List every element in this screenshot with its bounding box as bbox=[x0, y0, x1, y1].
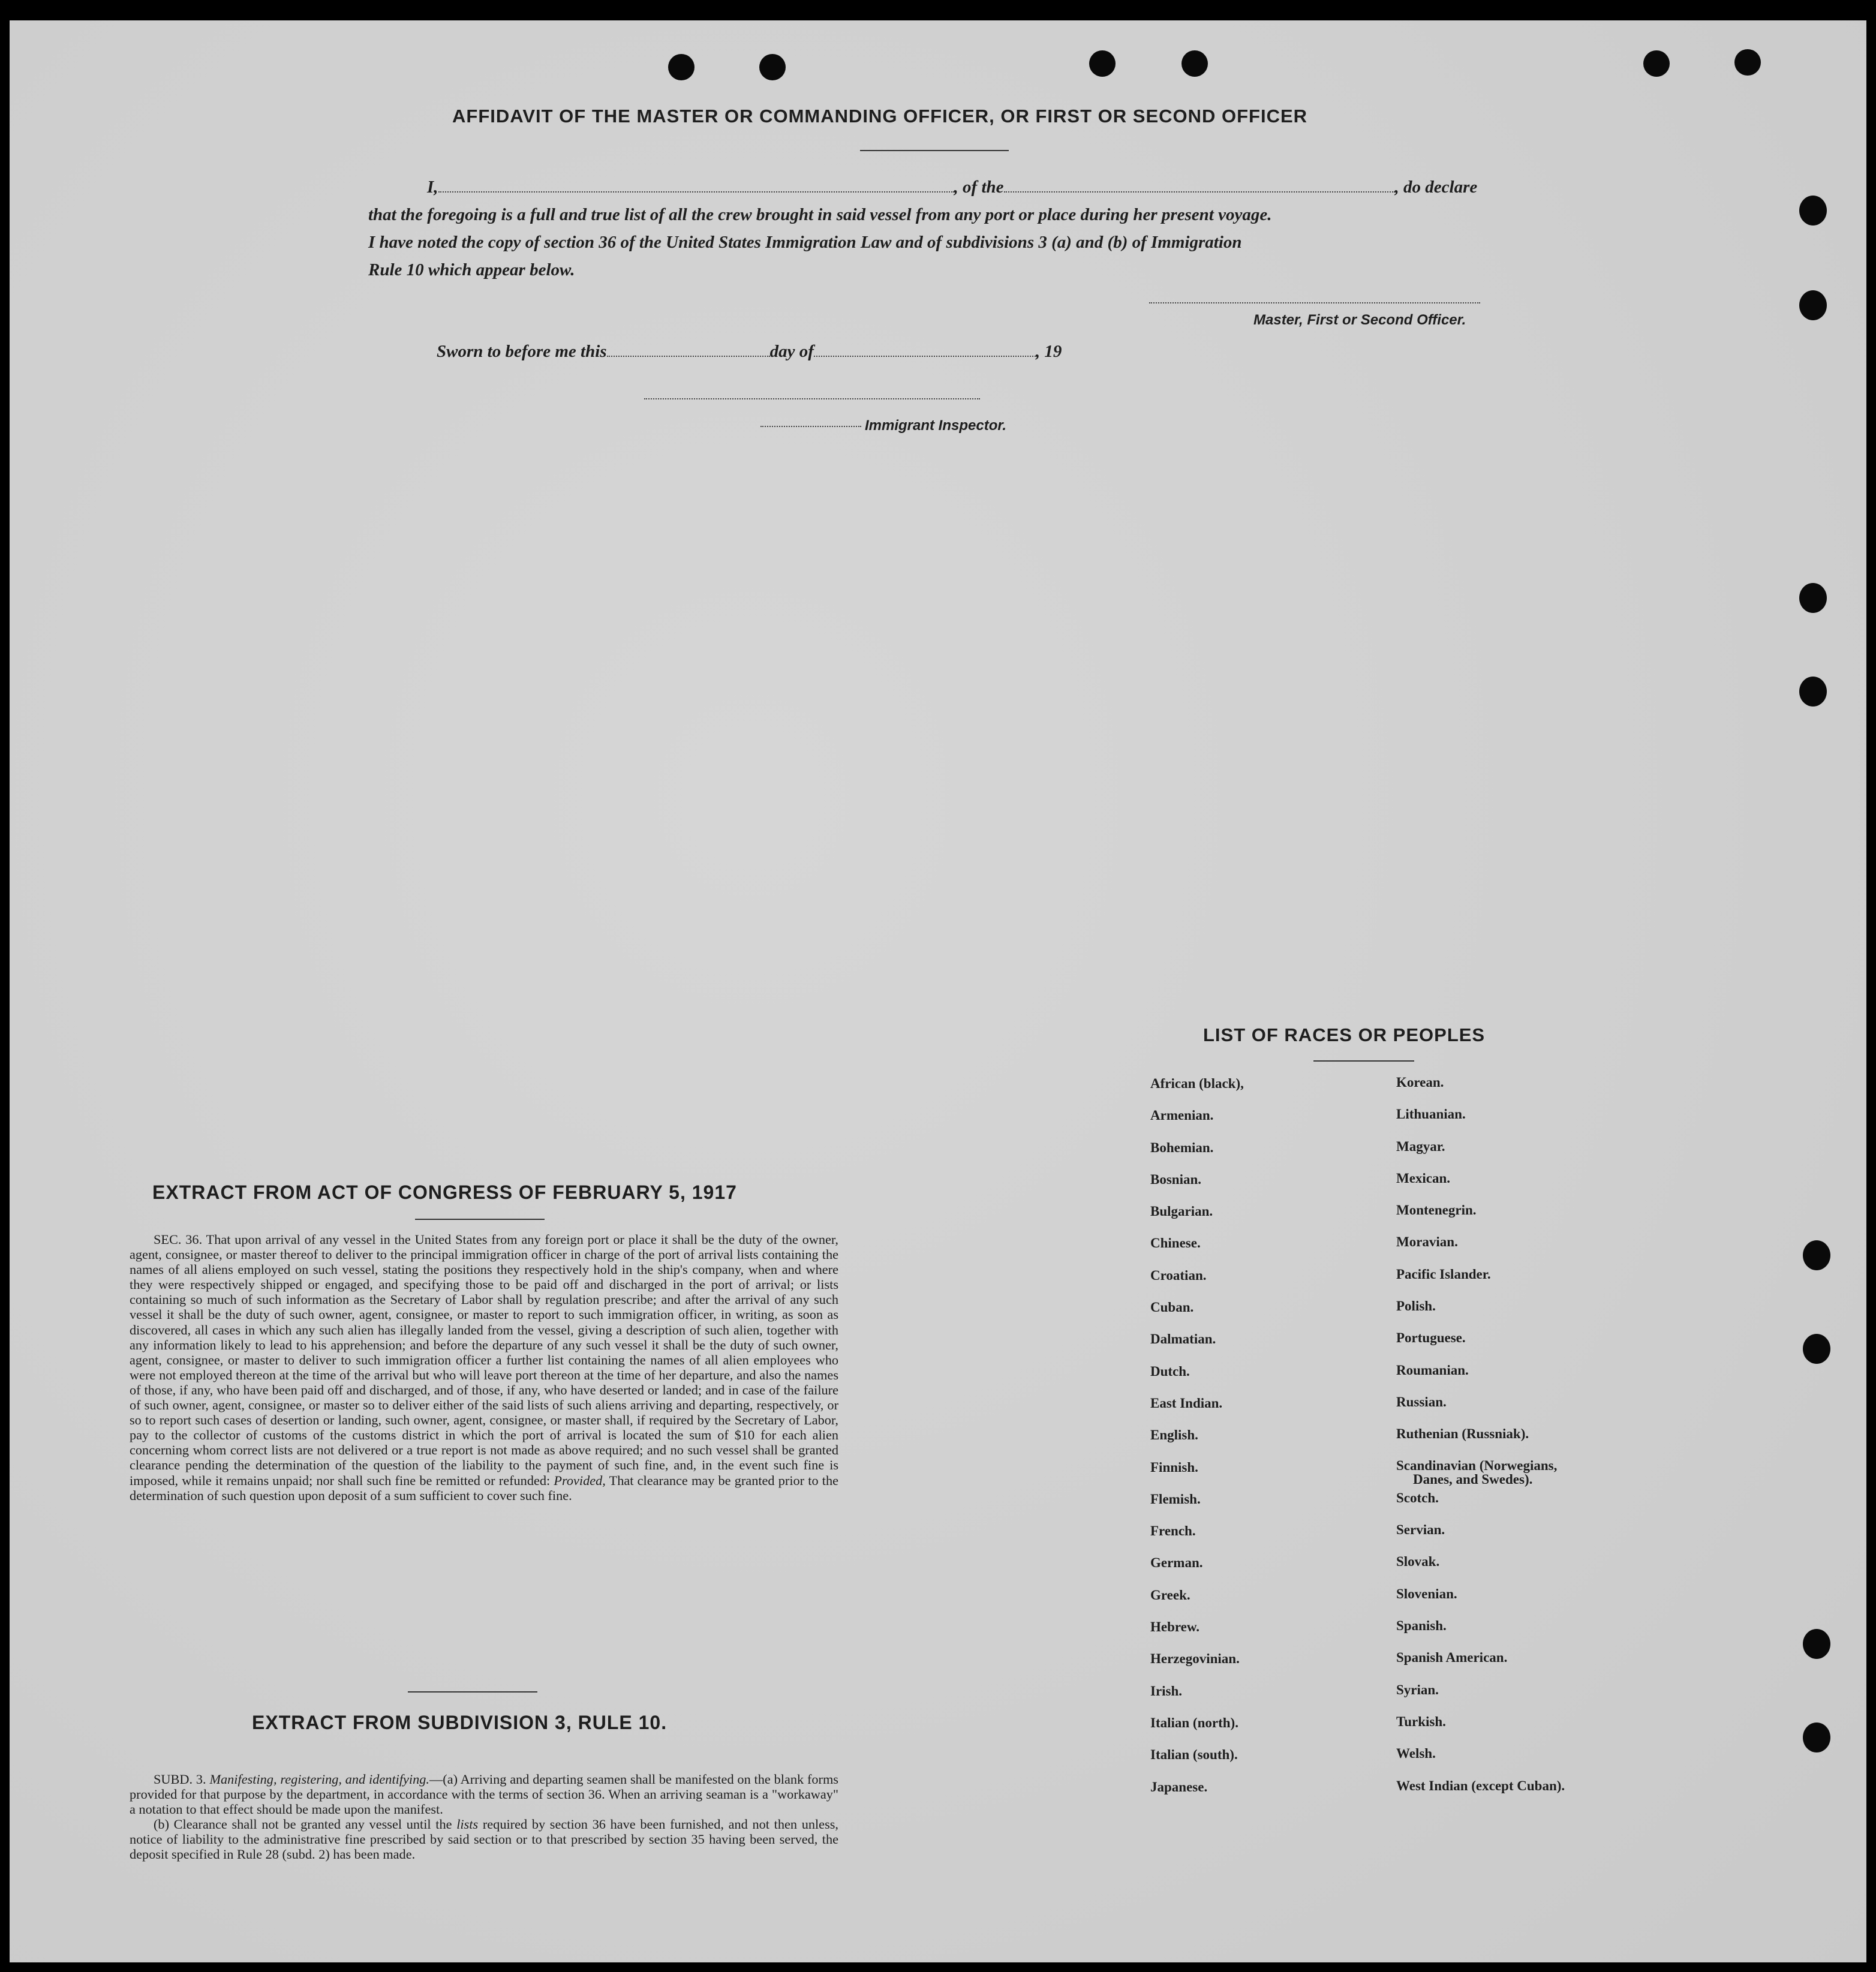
race-item: Japanese. bbox=[1150, 1779, 1208, 1794]
act-title: EXTRACT FROM ACT OF CONGRESS OF FEBRUARY 5, 1917 bbox=[152, 1182, 737, 1203]
affidavit-title: AFFIDAVIT OF THE MASTER OR COMMANDING OFFICER, OR FIRST OR SECOND OFFICER bbox=[452, 106, 1308, 127]
punch-hole bbox=[1799, 196, 1827, 226]
act-divider bbox=[415, 1219, 545, 1220]
punch-hole bbox=[1803, 1334, 1830, 1364]
declaration-line-4: Rule 10 which appear below. bbox=[368, 260, 575, 279]
race-item-continuation: Danes, and Swedes). bbox=[1413, 1471, 1533, 1487]
race-item: Dutch. bbox=[1150, 1363, 1190, 1379]
race-item: French. bbox=[1150, 1523, 1196, 1539]
race-item: Spanish American. bbox=[1396, 1650, 1508, 1666]
subd-label: SUBD. 3. bbox=[154, 1772, 206, 1787]
race-item: Irish. bbox=[1150, 1683, 1183, 1699]
punch-hole bbox=[668, 54, 695, 80]
subd-a-text: —(a) Arriving and departing seamen shall be manifested on the blank forms provided for that purpose by the department, in accordance with the terms of section 36. When an arriving seaman is a "workaway" a notation to that effect should be made upon the manifest. bbox=[130, 1772, 838, 1817]
race-item: Welsh. bbox=[1396, 1746, 1436, 1761]
race-item: Korean. bbox=[1396, 1075, 1444, 1090]
punch-hole bbox=[1803, 1629, 1830, 1659]
race-item: Mexican. bbox=[1396, 1170, 1451, 1186]
race-item: Herzegovinian. bbox=[1150, 1651, 1240, 1667]
rule-divider-top bbox=[408, 1691, 537, 1693]
race-item: Magyar. bbox=[1396, 1138, 1445, 1154]
section-36-body: SEC. 36. That upon arrival of any vessel in the United States from any foreign port or place it shall be the duty of the owner, agent, consignee, or master thereof to deliver to the principal immigration officer in charge of the port of arrival lists containing the names of all aliens employed on such vessel, stating the positions they respectively hold in the ship's company, when and where they were respectively shipped or engaged, and specifying those to be paid off and discharged in the port of arrival; or lists containing so much of such information as the Secretary of Labor shall by regulation prescribe; and after the arrival of any such vessel it shall be the duty of such owner, agent, consignee, or master to report to such immigration officer, in writing, as soon as discovered, all cases in which any such alien has illegally landed from the vessel, giving a description of such alien, together with any information likely to lead to his apprehension; and before the departure of any such vessel it shall be the duty of such owner, agent, consignee, or master to deliver to such immigration officer a further list containing the names of all alien employees who were not employed thereon at the time of the arrival but who will leave port thereon at the time of her departure, and also the names of those, if any, who have been paid off and discharged, and of those, if any, who have deserted or landed; and in case of the failure of such owner, agent, consignee, or master so to deliver either of the said lists of such aliens arriving and departing, respectively, or so to report such cases of desertion or landing, such owner, agent, consignee, or master shall, if required by the Secretary of Labor, pay to the collector of customs of the customs district in which the port of arrival is located the sum of $10 for each alien concerning whom correct lists are not delivered or a true report is not made as above required; and no such vessel shall be granted clearance pending the determination of the question of the liability to the payment of such fine, and, in the event such fine is imposed, while it remains unpaid; nor shall such fine be remitted or refunded: bbox=[130, 1232, 838, 1488]
race-item: West Indian (except Cuban). bbox=[1396, 1778, 1565, 1793]
sworn-month-field[interactable] bbox=[814, 353, 1036, 357]
races-left-column bbox=[1150, 1076, 1244, 1811]
race-item: Italian (north). bbox=[1150, 1715, 1238, 1730]
of-the-label: , of the bbox=[954, 178, 1004, 197]
race-item: Bohemian. bbox=[1150, 1140, 1214, 1155]
races-divider bbox=[1313, 1060, 1414, 1062]
race-item: African (black), bbox=[1150, 1076, 1244, 1091]
race-item: Ruthenian (Russniak). bbox=[1396, 1426, 1529, 1442]
race-item: Bulgarian. bbox=[1150, 1204, 1213, 1219]
declaration-line-3: I have noted the copy of section 36 of the United States Immigration Law and of subdivisions 3 (a) and (b) of Immigration bbox=[368, 233, 1242, 252]
officer-signature-label: Master, First or Second Officer. bbox=[1253, 312, 1466, 328]
race-item: Roumanian. bbox=[1396, 1362, 1469, 1378]
inspector-signature-line[interactable] bbox=[644, 398, 980, 399]
do-declare-label: , do declare bbox=[1394, 178, 1478, 197]
rule-title: EXTRACT FROM SUBDIVISION 3, RULE 10. bbox=[252, 1712, 668, 1733]
race-item: Scandinavian (Norwegians, Danes, and Swedes). bbox=[1396, 1459, 1565, 1490]
race-item: Scotch. bbox=[1396, 1490, 1439, 1505]
section-36-end: That clearance may be granted prior to the determination of such question upon deposit of a sum sufficient to cover such fine. bbox=[130, 1472, 838, 1503]
race-item: Polish. bbox=[1396, 1298, 1436, 1314]
punch-hole bbox=[1181, 50, 1208, 77]
race-item: Servian. bbox=[1396, 1522, 1445, 1538]
race-item: Syrian. bbox=[1396, 1682, 1439, 1697]
race-item: Bosnian. bbox=[1150, 1171, 1202, 1187]
declaration-line-1 bbox=[427, 178, 1477, 197]
sworn-prefix: Sworn to before me this bbox=[437, 342, 607, 361]
declarant-name-field[interactable] bbox=[438, 189, 954, 193]
race-item: Russian. bbox=[1396, 1394, 1447, 1409]
document-page bbox=[10, 20, 1866, 1962]
declarant-prefix: I, bbox=[427, 178, 438, 197]
races-right-column bbox=[1396, 1075, 1565, 1810]
inspector-signature-label: Immigrant Inspector. bbox=[865, 417, 1007, 434]
race-item: Pacific Islander. bbox=[1396, 1266, 1491, 1282]
race-item: Cuban. bbox=[1150, 1300, 1194, 1315]
officer-signature-line[interactable] bbox=[1149, 302, 1480, 303]
day-of-label: day of bbox=[769, 342, 814, 361]
provided-word: Provided, bbox=[554, 1472, 606, 1488]
punch-hole bbox=[1799, 583, 1827, 613]
title-divider bbox=[860, 150, 1009, 151]
inspector-prefix-line bbox=[760, 426, 861, 427]
race-item: Armenian. bbox=[1150, 1108, 1214, 1123]
punch-hole bbox=[759, 54, 786, 80]
race-item: Slovenian. bbox=[1396, 1586, 1457, 1601]
race-item: Montenegrin. bbox=[1396, 1203, 1477, 1218]
race-item: Slovak. bbox=[1396, 1554, 1440, 1570]
race-item: Croatian. bbox=[1150, 1267, 1207, 1283]
vessel-name-field[interactable] bbox=[1004, 189, 1395, 193]
race-item: Dalmatian. bbox=[1150, 1331, 1216, 1347]
race-item: Flemish. bbox=[1150, 1491, 1201, 1507]
subd-b-text: required by section 36 have been furnished, and not then unless, notice of liability to the administrative fine prescribed by said section or to that prescribed by section 35 having been served, the deposit specified in Rule 28 (subd. 2) has been made. bbox=[130, 1817, 839, 1862]
sworn-line bbox=[437, 342, 1062, 362]
punch-hole bbox=[1803, 1240, 1830, 1270]
section-36-text bbox=[130, 1232, 838, 1503]
subd-b-prefix: (b) Clearance shall not be granted any vessel until the bbox=[154, 1817, 452, 1832]
punch-hole bbox=[1799, 677, 1827, 707]
race-item: English. bbox=[1150, 1427, 1198, 1443]
sworn-year-label: , 19 bbox=[1035, 342, 1062, 361]
race-item: Spanish. bbox=[1396, 1618, 1447, 1634]
race-item: Turkish. bbox=[1396, 1714, 1446, 1729]
race-item: Lithuanian. bbox=[1396, 1107, 1466, 1122]
subd-title: Manifesting, registering, and identifying. bbox=[209, 1772, 429, 1787]
race-item: German. bbox=[1150, 1555, 1203, 1571]
punch-hole bbox=[1643, 50, 1670, 77]
punch-hole bbox=[1089, 50, 1116, 77]
punch-hole bbox=[1803, 1723, 1830, 1752]
race-item: Hebrew. bbox=[1150, 1619, 1199, 1635]
races-title: LIST OF RACES OR PEOPLES bbox=[1203, 1024, 1486, 1045]
race-item: Portuguese. bbox=[1396, 1330, 1466, 1346]
race-item: Moravian. bbox=[1396, 1234, 1458, 1250]
sworn-day-field[interactable] bbox=[607, 353, 770, 357]
race-item: Finnish. bbox=[1150, 1459, 1198, 1475]
race-item: East Indian. bbox=[1150, 1395, 1223, 1411]
punch-hole bbox=[1734, 49, 1761, 76]
race-item: Greek. bbox=[1150, 1587, 1190, 1603]
race-item: Italian (south). bbox=[1150, 1747, 1238, 1763]
rule-10-text bbox=[130, 1772, 838, 1862]
lists-word: lists bbox=[456, 1817, 479, 1832]
punch-hole bbox=[1799, 290, 1827, 320]
race-item: Chinese. bbox=[1150, 1235, 1201, 1251]
declaration-line-2: that the foregoing is a full and true list of all the crew brought in said vessel from any port or place during her present voyage. bbox=[368, 205, 1272, 224]
